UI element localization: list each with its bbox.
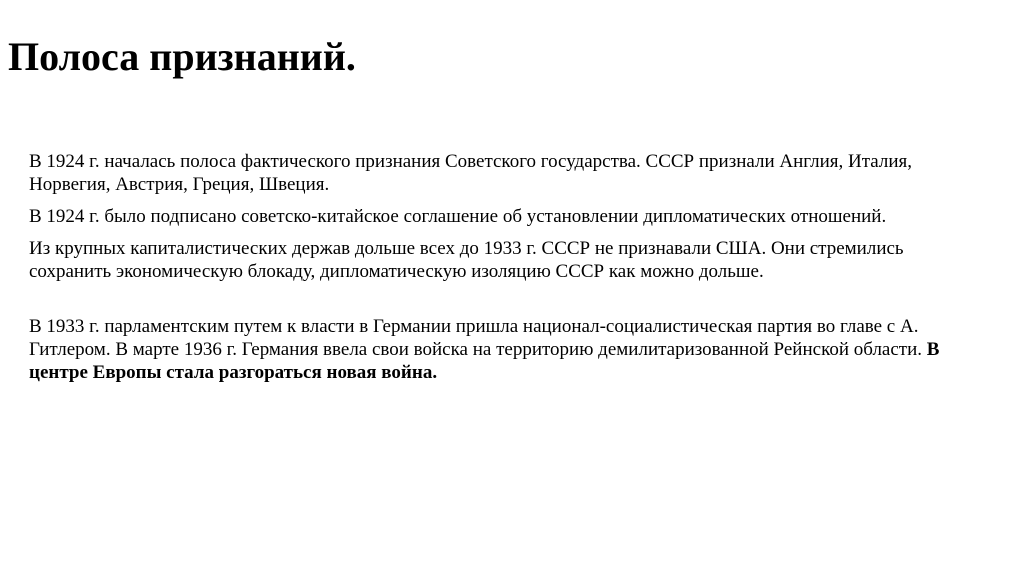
slide-title: Полоса признаний. [8, 34, 356, 79]
paragraph-usa-recognition: Из крупных капиталистических держав дольше всех до 1933 г. СССР не признавали США. Они стремились сохранить экономическую блокаду, дипломатическую изоляцию СССР как можно дольше. [29, 238, 904, 282]
paragraph-soviet-chinese-agreement: В 1924 г. было подписано советско-китайское соглашение об установлении дипломатических отношений. [29, 206, 887, 227]
paragraph-germany-emphasis: В центре Европы стала разгораться новая война. [29, 339, 940, 383]
paragraph-germany-text: В 1933 г. парламентским путем к власти в Германии пришла национал-социалистическая партия во главе с А. Гитлером. В марте 1936 г. Германия ввела свои войска на территорию демилитаризованной Рейнской области. [29, 316, 927, 360]
paragraph-recognition-1924: В 1924 г. началась полоса фактического признания Советского государства. СССР признали Англия, Италия, Норвегия, Австрия, Греция, Швеция. [29, 151, 912, 195]
paragraph-germany-1933 [29, 315, 989, 384]
slide-body [29, 150, 989, 384]
